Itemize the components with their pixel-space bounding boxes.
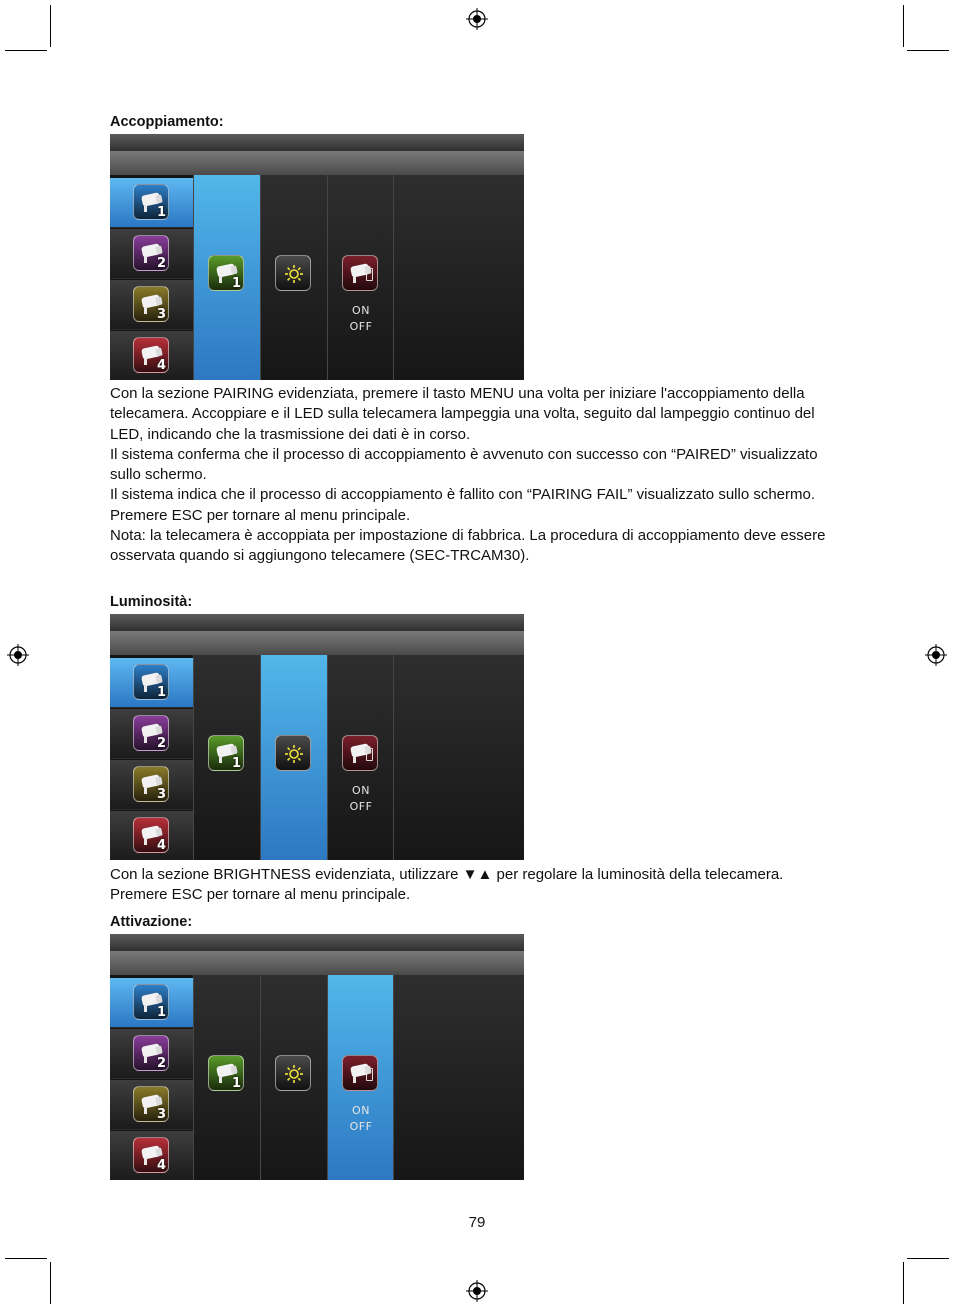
menu-screenshot-pairing (110, 134, 524, 380)
camera-list (110, 978, 193, 1180)
camera-list-item-4[interactable] (110, 331, 193, 380)
camera-lens-icon (155, 347, 163, 356)
camera-mount-icon (144, 685, 147, 692)
camera-mount-icon (144, 1158, 147, 1165)
menu-column-activation[interactable] (327, 175, 393, 380)
camera-list-item-1[interactable] (110, 658, 193, 708)
registration-mark-icon (466, 1280, 488, 1302)
camera-mount-icon (144, 1056, 147, 1063)
pairing-camera-icon[interactable] (208, 255, 244, 291)
crop-mark (907, 1258, 949, 1259)
camera-list-item-4[interactable] (110, 1131, 193, 1180)
registration-mark-icon (7, 644, 29, 666)
camera-number: 1 (156, 1005, 166, 1020)
camera-mount-icon (144, 1005, 147, 1012)
camera-mount-icon (353, 276, 356, 283)
camera-list-item-3[interactable] (110, 760, 193, 810)
crop-mark (907, 50, 949, 51)
camera-number: 1 (156, 685, 166, 700)
brightness-sun-icon[interactable] (275, 255, 311, 291)
screen-sub-bar (110, 951, 524, 975)
camera-number: 2 (156, 736, 166, 751)
camera-3-icon[interactable] (133, 1086, 169, 1122)
menu-column-empty (393, 175, 524, 380)
screen-title-bar (110, 134, 524, 151)
screen-sub-bar (110, 151, 524, 175)
on-off-labels (341, 1103, 381, 1135)
registration-mark-icon (466, 8, 488, 30)
camera-number: 3 (156, 787, 166, 802)
on-label: ON (352, 1104, 370, 1117)
camera-number: 4 (156, 1158, 166, 1173)
camera-list-item-2[interactable] (110, 709, 193, 759)
camera-number: 1 (231, 756, 241, 771)
camera-mount-icon (144, 358, 147, 365)
camera-4-icon[interactable] (133, 337, 169, 373)
menu-column-pairing[interactable] (193, 975, 260, 1180)
camera-number: 3 (156, 1107, 166, 1122)
camera-lens-icon (155, 674, 163, 683)
camera-1-icon[interactable] (133, 184, 169, 220)
camera-list-item-1[interactable] (110, 178, 193, 228)
brightness-sun-icon[interactable] (275, 1055, 311, 1091)
camera-1-icon[interactable] (133, 664, 169, 700)
camera-4-icon[interactable] (133, 1137, 169, 1173)
camera-number: 2 (156, 256, 166, 271)
camera-mount-icon (144, 205, 147, 212)
camera-number: 1 (156, 205, 166, 220)
menu-column-empty (393, 975, 524, 1180)
crop-mark (5, 1258, 47, 1259)
camera-lens-icon (230, 1065, 238, 1074)
off-label: OFF (349, 800, 373, 813)
menu-column-empty (393, 655, 524, 860)
camera-lens-icon (155, 994, 163, 1003)
camera-list-item-4[interactable] (110, 811, 193, 860)
menu-column-pairing[interactable] (193, 175, 260, 380)
activation-camera-icon[interactable] (342, 735, 378, 771)
camera-lens-icon (155, 1147, 163, 1156)
camera-mount-icon (144, 1107, 147, 1114)
activation-camera-icon[interactable] (342, 1055, 378, 1091)
camera-number: 4 (156, 358, 166, 373)
camera-mount-icon (353, 756, 356, 763)
off-label: OFF (349, 320, 373, 333)
on-label: ON (352, 784, 370, 797)
crop-mark (903, 1262, 904, 1304)
switch-icon (366, 268, 373, 281)
camera-list-item-1[interactable] (110, 978, 193, 1028)
menu-column-activation[interactable] (327, 655, 393, 860)
camera-list (110, 178, 193, 380)
camera-mount-icon (219, 1076, 222, 1083)
camera-2-icon[interactable] (133, 235, 169, 271)
menu-column-brightness[interactable] (260, 655, 327, 860)
pairing-paragraph: Con la sezione PAIRING evidenziata, premere il tasto MENU una volta per iniziare l'accoppiamento della telecamera. Accoppiare e il LED sulla telecamera lampeggia una volta, seguito dal lampeggio continuo del LED, indicando che la trasmissione dei dati è in corso. Il sistema conferma che il processo di accoppiamento è avvenuto con successo con “PAIRED” visualizzato sullo schermo. Il sistema indica che il processo di accoppiamento è fallito con “PAIRING FAIL” visualizzato sullo schermo. Premere ESC per tornare al menu principale. Nota: la telecamera è accoppiata per impostazione di fabbrica. La procedura di accoppiamento deve essere osservata quando si aggiungono telecamere (SEC-TRCAM30). (110, 385, 826, 565)
camera-3-icon[interactable] (133, 286, 169, 322)
crop-mark (50, 5, 51, 47)
pairing-camera-icon[interactable] (208, 1055, 244, 1091)
camera-mount-icon (219, 756, 222, 763)
camera-mount-icon (144, 787, 147, 794)
camera-mount-icon (144, 307, 147, 314)
on-label: ON (352, 304, 370, 317)
camera-lens-icon (155, 1096, 163, 1105)
crop-mark (50, 1262, 51, 1304)
crop-mark (903, 5, 904, 47)
menu-screenshot-brightness (110, 614, 524, 860)
camera-mount-icon (144, 736, 147, 743)
camera-number: 2 (156, 1056, 166, 1071)
camera-mount-icon (144, 838, 147, 845)
camera-number: 1 (231, 276, 241, 291)
camera-mount-icon (219, 276, 222, 283)
camera-list (110, 658, 193, 860)
camera-lens-icon (155, 776, 163, 785)
camera-number: 1 (231, 1076, 241, 1091)
menu-screenshot-activation (110, 934, 524, 1180)
camera-number: 3 (156, 307, 166, 322)
section-heading-pairing: Accoppiamento: (110, 114, 224, 130)
camera-list-item-2[interactable] (110, 229, 193, 279)
camera-lens-icon (155, 827, 163, 836)
switch-icon (366, 1068, 373, 1081)
camera-lens-icon (155, 725, 163, 734)
camera-mount-icon (353, 1076, 356, 1083)
camera-lens-icon (230, 745, 238, 754)
camera-mount-icon (144, 256, 147, 263)
camera-lens-icon (155, 245, 163, 254)
camera-list-item-2[interactable] (110, 1029, 193, 1079)
camera-lens-icon (230, 265, 238, 274)
brightness-sun-icon[interactable] (275, 735, 311, 771)
camera-lens-icon (155, 296, 163, 305)
menu-column-brightness[interactable] (260, 975, 327, 1180)
camera-3-icon[interactable] (133, 766, 169, 802)
crop-mark (5, 50, 47, 51)
switch-icon (366, 748, 373, 761)
menu-column-pairing[interactable] (193, 655, 260, 860)
section-heading-brightness: Luminosità: (110, 594, 193, 610)
menu-column-activation[interactable] (327, 975, 393, 1180)
camera-list-item-3[interactable] (110, 1080, 193, 1130)
pairing-camera-icon[interactable] (208, 735, 244, 771)
off-label: OFF (349, 1120, 373, 1133)
camera-lens-icon (155, 194, 163, 203)
camera-4-icon[interactable] (133, 817, 169, 853)
on-off-labels (341, 303, 381, 335)
screen-title-bar (110, 614, 524, 631)
section-heading-activation: Attivazione: (110, 914, 193, 930)
on-off-labels (341, 783, 381, 815)
camera-number: 4 (156, 838, 166, 853)
registration-mark-icon (925, 644, 947, 666)
menu-column-brightness[interactable] (260, 175, 327, 380)
camera-lens-icon (155, 1045, 163, 1054)
brightness-paragraph: Con la sezione BRIGHTNESS evidenziata, utilizzare ▼▲ per regolare la luminosità della telecamera. Premere ESC per tornare al menu principale. (110, 866, 784, 904)
page-number: 79 (468, 1214, 486, 1231)
activation-camera-icon[interactable] (342, 255, 378, 291)
camera-2-icon[interactable] (133, 715, 169, 751)
camera-1-icon[interactable] (133, 984, 169, 1020)
screen-title-bar (110, 934, 524, 951)
screen-sub-bar (110, 631, 524, 655)
camera-2-icon[interactable] (133, 1035, 169, 1071)
camera-list-item-3[interactable] (110, 280, 193, 330)
